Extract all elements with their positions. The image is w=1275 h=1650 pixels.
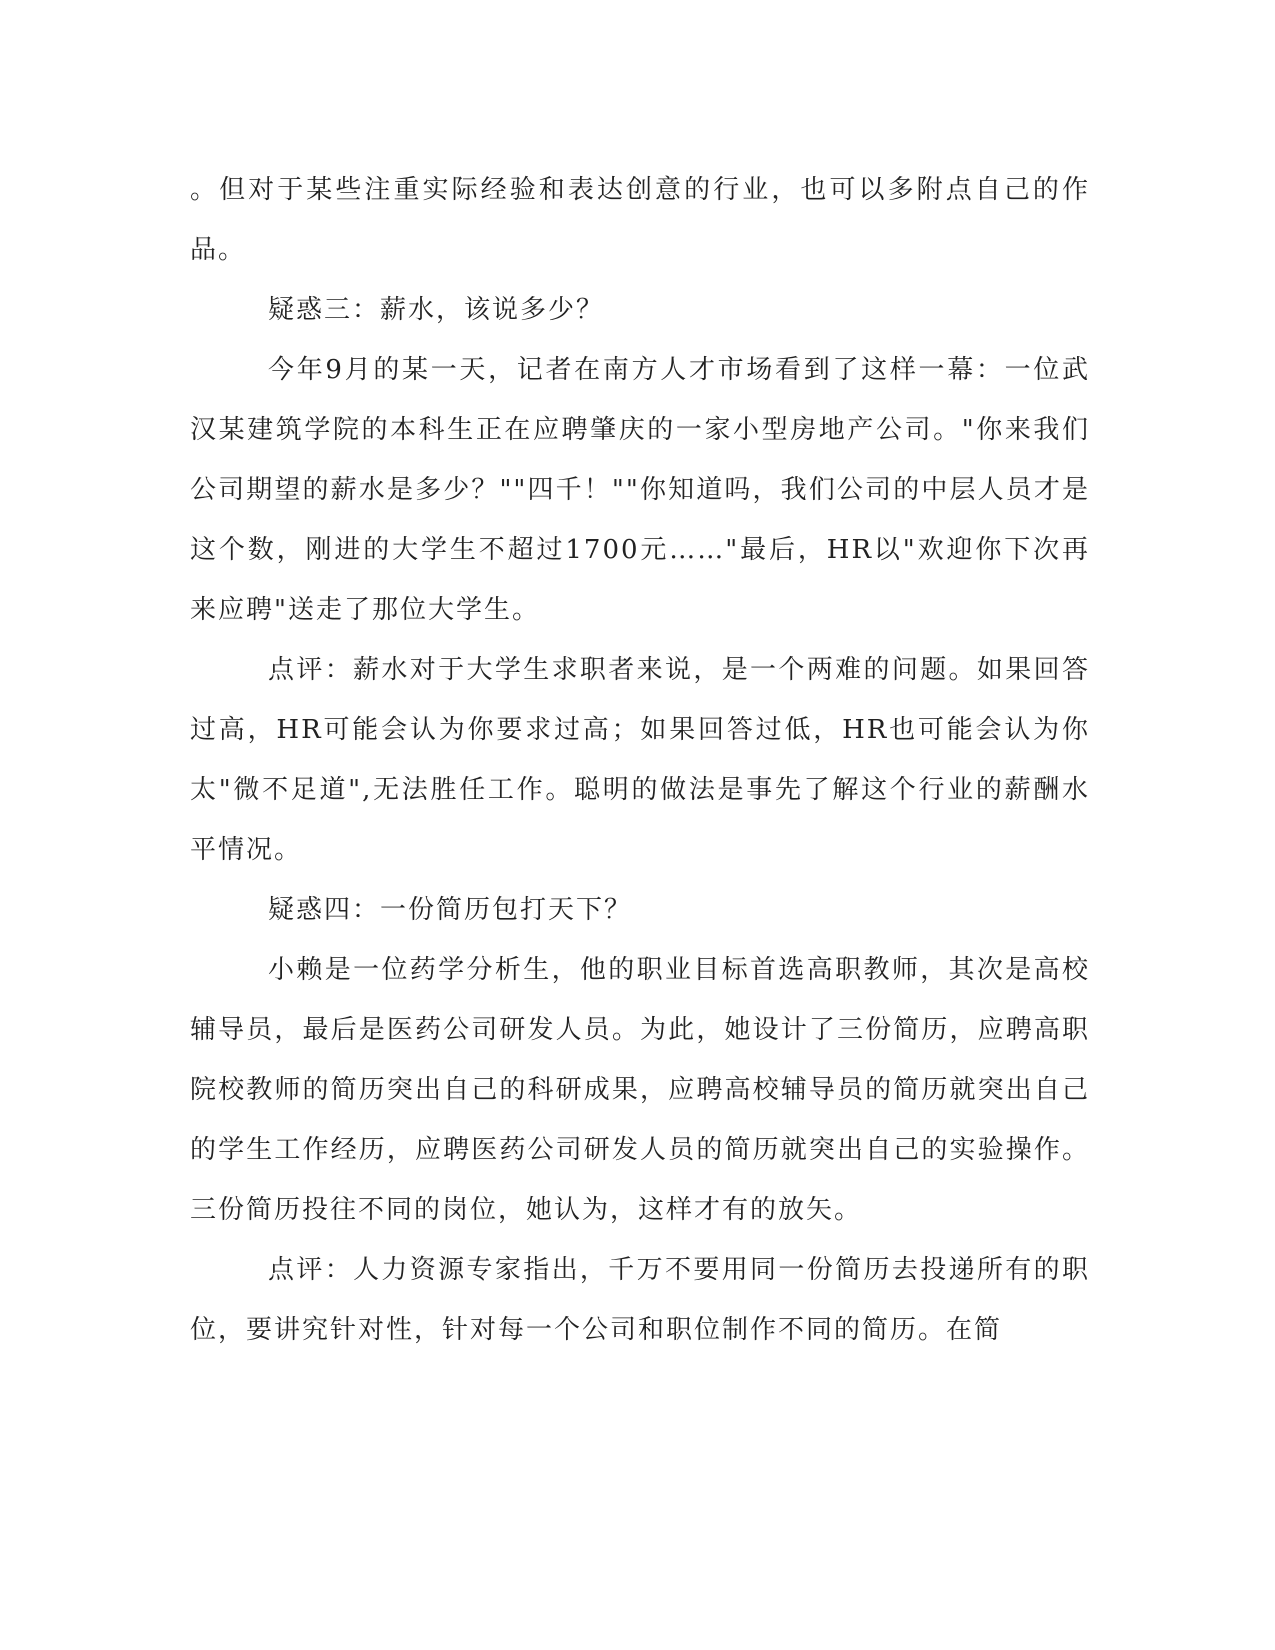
paragraph-resume-comment: 点评：人力资源专家指出，千万不要用同一份简历去投递所有的职位，要讲究针对性，针对每一个公司和职位制作不同的简历。在简 [190, 1255, 1090, 1345]
section-heading-doubt-three: 疑惑三：薪水，该说多少？ [268, 295, 605, 325]
paragraph-resume-story: 小赖是一位药学分析生，他的职业目标首选高职教师，其次是高校辅导员，最后是医药公司研发人员。为此，她设计了三份简历，应聘高职院校教师的简历突出自己的科研成果，应聘高校辅导员的简历就突出自己的学生工作经历，应聘医药公司研发人员的简历就突出自己的实验操作。三份简历投往不同的岗位，她认为，这样才有的放矢。 [190, 955, 1090, 1225]
paragraph-continuation: 。但对于某些注重实际经验和表达创意的行业，也可以多附点自己的作品。 [190, 175, 1090, 265]
paragraph-salary-comment: 点评：薪水对于大学生求职者来说，是一个两难的问题。如果回答过高，HR可能会认为你要求过高；如果回答过低，HR也可能会认为你太"微不足道",无法胜任工作。聪明的做法是事先了解这个行业的薪酬水平情况。 [190, 655, 1090, 865]
paragraph-salary-story: 今年9月的某一天，记者在南方人才市场看到了这样一幕：一位武汉某建筑学院的本科生正在应聘肇庆的一家小型房地产公司。"你来我们公司期望的薪水是多少？""四千！""你知道吗，我们公司的中层人员才是这个数，刚进的大学生不超过1700元……"最后，HR以"欢迎你下次再来应聘"送走了那位大学生。 [190, 355, 1090, 625]
section-heading-doubt-four: 疑惑四：一份简历包打天下？ [268, 895, 633, 925]
document-body [190, 160, 1090, 1360]
